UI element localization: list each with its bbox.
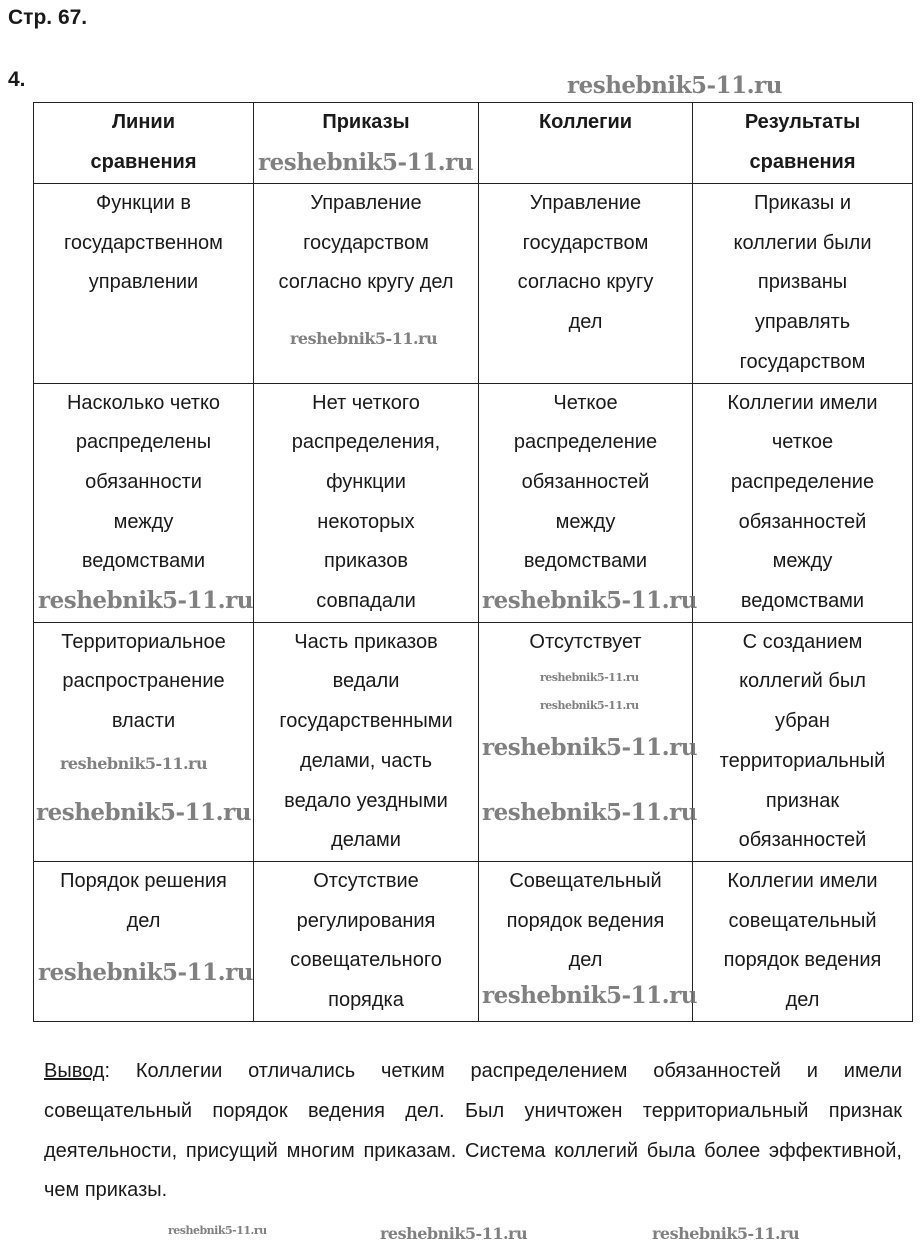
watermark: reshebnik5-11.ru [38, 587, 253, 614]
conclusion-text: : Коллегии отличались четким распределением обязанностей и имели совещательный порядок ведения дел. Был уничтожен территориальный признак деятельности, присущий многим приказам. Система коллегий была более эффективной, чем приказы. [44, 1060, 902, 1202]
watermark: reshebnik5-11.ru [482, 799, 697, 826]
table-cell: Отсутствует [479, 622, 693, 861]
table-cell: Отсутствие регулирования совещательного порядка [254, 861, 479, 1021]
watermark: reshebnik5-11.ru [482, 587, 697, 614]
table-cell: Четкое распределение обязанностей между ведомствами [479, 383, 693, 622]
table-cell: Коллегии имели четкое распределение обязанностей между ведомствами [693, 383, 913, 622]
header-cell: Приказы [254, 103, 479, 184]
watermark: reshebnik5-11.ru [540, 699, 639, 712]
watermark: reshebnik5-11.ru [38, 959, 253, 986]
table-row [34, 861, 913, 1021]
table-cell: Управление государством согласно кругу дел [254, 184, 479, 384]
watermark: reshebnik5-11.ru [290, 329, 438, 348]
conclusion-paragraph [44, 1052, 902, 1211]
table-cell: Часть приказов ведали государственными делами, часть ведало уездными делами [254, 622, 479, 861]
task-number: 4. [8, 68, 26, 91]
watermark: reshebnik5-11.ru [168, 1224, 267, 1237]
page-reference: Стр. 67. [8, 6, 88, 29]
table-cell: С созданием коллегий был убран территориальный признак обязанностей [693, 622, 913, 861]
watermark: reshebnik5-11.ru [540, 671, 639, 684]
table-cell: Приказы и коллегии были призваны управлять государством [693, 184, 913, 384]
table-header-row [34, 103, 913, 184]
table-row [34, 184, 913, 384]
header-cell: Линии сравнения [34, 103, 254, 184]
header-cell: Результаты сравнения [693, 103, 913, 184]
conclusion-label: Вывод [44, 1060, 105, 1082]
watermark: reshebnik5-11.ru [36, 799, 251, 826]
comparison-table [33, 102, 913, 1022]
header-cell: Коллегии [479, 103, 693, 184]
table-cell: Совещательный порядок ведения дел [479, 861, 693, 1021]
watermark: reshebnik5-11.ru [60, 754, 208, 773]
watermark: reshebnik5-11.ru [482, 982, 697, 1009]
table-cell: Насколько четко распределены обязанности между ведомствами [34, 383, 254, 622]
watermark: reshebnik5-11.ru [652, 1224, 800, 1243]
table-cell: Нет четкого распределения, функции некоторых приказов совпадали [254, 383, 479, 622]
table-cell: Управление государством согласно кругу дел [479, 184, 693, 384]
table-cell: Функции в государственном управлении [34, 184, 254, 384]
table-cell: Порядок решения дел [34, 861, 254, 1021]
table-cell: Коллегии имели совещательный порядок ведения дел [693, 861, 913, 1021]
watermark: reshebnik5-11.ru [567, 72, 782, 99]
table-cell: Территориальное распространение власти [34, 622, 254, 861]
watermark: reshebnik5-11.ru [258, 149, 473, 176]
watermark: reshebnik5-11.ru [482, 734, 697, 761]
watermark: reshebnik5-11.ru [380, 1224, 528, 1243]
